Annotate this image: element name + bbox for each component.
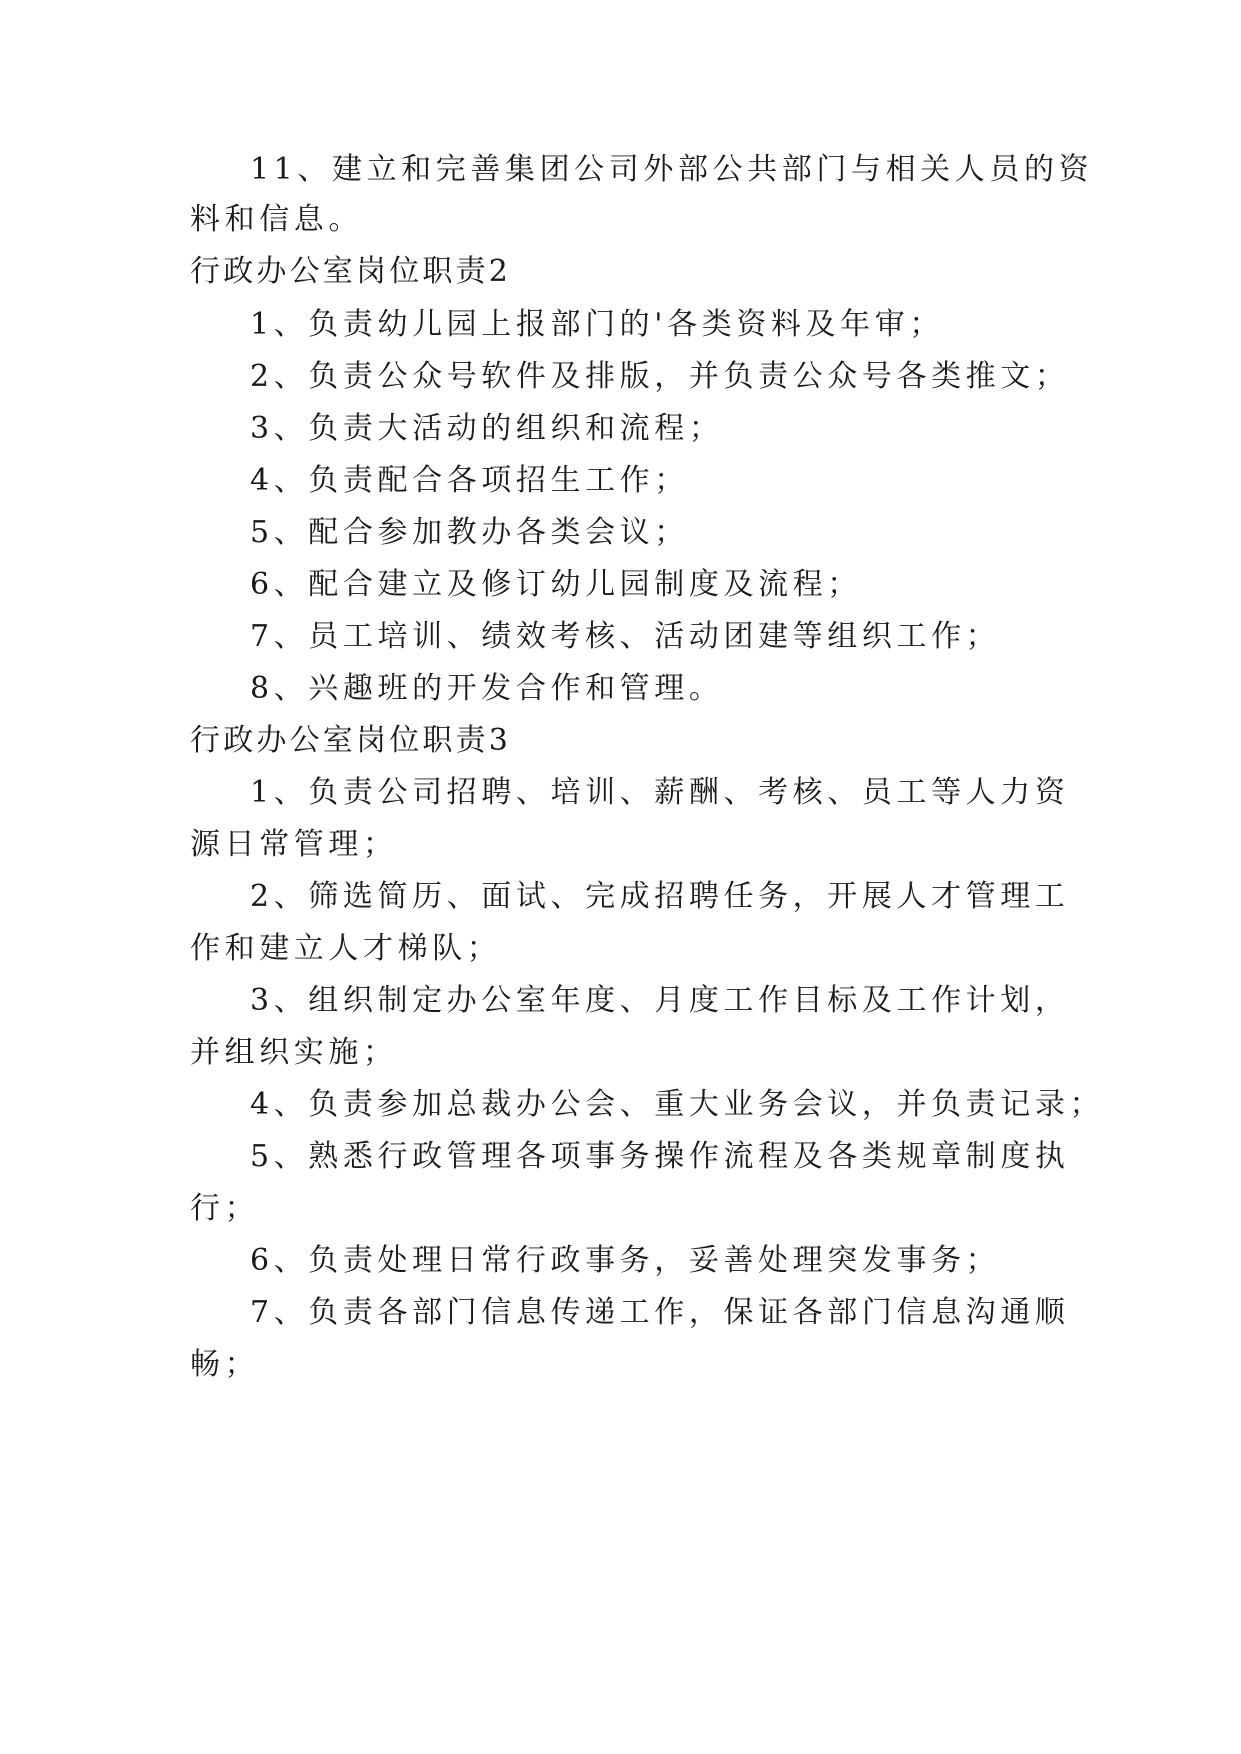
s3-item-2-line-2: 作和建立人才梯队；: [190, 931, 502, 966]
s2-item-8: 8、兴趣班的开发合作和管理。: [250, 671, 724, 706]
s2-item-4: 4、负责配合各项招生工作；: [250, 463, 689, 498]
s2-item-2: 2、负责公众号软件及排版，并负责公众号各类推文；: [250, 359, 1070, 394]
s2-item-5: 5、配合参加教办各类会议；: [250, 515, 689, 550]
s3-item-3-line-2: 并组织实施；: [190, 1035, 398, 1070]
s3-item-4: 4、负责参加总裁办公会、重大业务会议，并负责记录；: [250, 1087, 1105, 1122]
s3-item-2-line-1: 2、筛选简历、面试、完成招聘任务，开展人才管理工: [250, 879, 1070, 914]
s2-item-6: 6、配合建立及修订幼儿园制度及流程；: [250, 567, 862, 602]
s3-item-5-line-2: 行；: [190, 1191, 260, 1226]
s3-item-1-line-2: 源日常管理；: [190, 827, 398, 862]
section-heading-2: 行政办公室岗位职责2: [190, 254, 512, 289]
s2-item-3: 3、负责大活动的组织和流程；: [250, 411, 724, 446]
document-page: [190, 0, 1105, 1754]
item-11-line-2: 料和信息。: [190, 202, 363, 237]
item-11-line-1: 11、建立和完善集团公司外部公共部门与相关人员的资: [250, 152, 1094, 187]
s3-item-6: 6、负责处理日常行政事务，妥善处理突发事务；: [250, 1243, 1001, 1278]
section-heading-3: 行政办公室岗位职责3: [190, 723, 512, 758]
s3-item-7-line-2: 畅；: [190, 1347, 260, 1382]
s3-item-5-line-1: 5、熟悉行政管理各项事务操作流程及各类规章制度执: [250, 1139, 1070, 1174]
s3-item-3-line-1: 3、组织制定办公室年度、月度工作目标及工作计划，: [250, 983, 1070, 1018]
s3-item-1-line-1: 1、负责公司招聘、培训、薪酬、考核、员工等人力资: [250, 775, 1070, 810]
s2-item-1: 1、负责幼儿园上报部门的'各类资料及年审；: [250, 307, 944, 342]
s3-item-7-line-1: 7、负责各部门信息传递工作，保证各部门信息沟通顺: [250, 1295, 1070, 1330]
s2-item-7: 7、员工培训、绩效考核、活动团建等组织工作；: [250, 619, 1001, 654]
